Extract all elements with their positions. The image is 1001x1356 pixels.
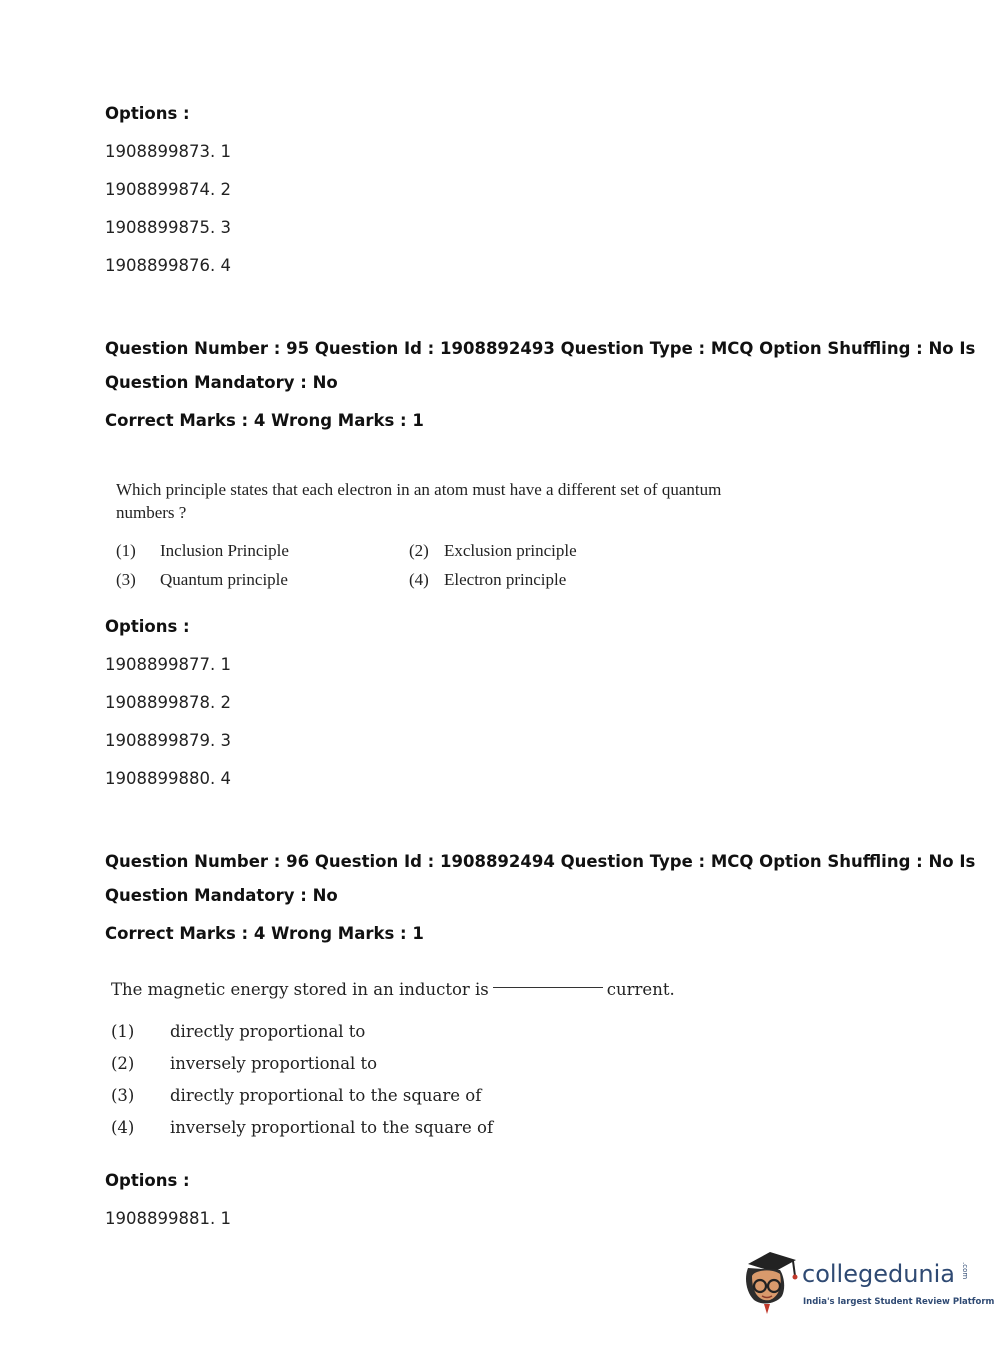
logo-suffix: .com	[961, 1262, 969, 1280]
choice-number: (2)	[409, 541, 429, 560]
choice-number: (1)	[116, 541, 136, 560]
choice-text: Inclusion Principle	[160, 541, 289, 560]
option-item: 1908899874. 2	[105, 180, 231, 199]
choice	[111, 1022, 365, 1041]
choice-text: inversely proportional to	[170, 1054, 378, 1073]
choice	[111, 1086, 481, 1105]
logo-tagline: India's largest Student Review Platform	[803, 1297, 995, 1307]
question-marks: Correct Marks : 4 Wrong Marks : 1	[105, 411, 424, 430]
question-text	[111, 980, 675, 999]
question-marks: Correct Marks : 4 Wrong Marks : 1	[105, 924, 424, 943]
choice-number: (4)	[409, 570, 429, 589]
option-item: 1908899873. 1	[105, 142, 231, 161]
choice-text: Quantum principle	[160, 570, 288, 589]
question-mandatory: Question Mandatory : No	[105, 886, 338, 905]
option-item: 1908899881. 1	[105, 1209, 231, 1228]
choice-text: directly proportional to	[170, 1022, 366, 1041]
choice-number: (4)	[111, 1118, 135, 1137]
collegedunia-logo	[740, 1246, 995, 1318]
option-item: 1908899875. 3	[105, 218, 231, 237]
choice	[409, 539, 577, 562]
choice-number: (3)	[116, 570, 136, 589]
choice-text: directly proportional to the square of	[170, 1086, 482, 1105]
question-header: Question Number : 95 Question Id : 1908892493 Question Type : MCQ Option Shuffling : No Is	[105, 339, 976, 358]
choice	[116, 539, 289, 562]
choice	[111, 1054, 377, 1073]
question-text	[116, 478, 756, 524]
question-text-before: The magnetic energy stored in an inductor is	[111, 980, 489, 999]
question-header: Question Number : 96 Question Id : 1908892494 Question Type : MCQ Option Shuffling : No Is	[105, 852, 976, 871]
choice-text: inversely proportional to the square of	[170, 1118, 494, 1137]
choice-text: Electron principle	[444, 570, 567, 589]
student-mascot-icon	[740, 1246, 802, 1316]
option-item: 1908899878. 2	[105, 693, 231, 712]
choice	[116, 568, 288, 591]
question-text-after: current.	[606, 980, 675, 999]
option-item: 1908899879. 3	[105, 731, 231, 750]
question-mandatory: Question Mandatory : No	[105, 373, 338, 392]
choice-number: (2)	[111, 1054, 135, 1073]
option-item: 1908899880. 4	[105, 769, 231, 788]
options-label: Options :	[105, 617, 190, 636]
answer-blank	[493, 987, 603, 988]
choice-text: Exclusion principle	[444, 541, 577, 560]
options-label: Options :	[105, 104, 190, 123]
choice	[409, 568, 566, 591]
options-label: Options :	[105, 1171, 190, 1190]
question-line: numbers ?	[116, 503, 187, 522]
option-item: 1908899876. 4	[105, 256, 231, 275]
choice-number: (3)	[111, 1086, 135, 1105]
choice	[111, 1118, 493, 1137]
question-line: Which principle states that each electron in an atom must have a different set of quantum	[116, 480, 722, 499]
option-item: 1908899877. 1	[105, 655, 231, 674]
choice-number: (1)	[111, 1022, 135, 1041]
logo-brand: collegedunia	[802, 1260, 956, 1288]
